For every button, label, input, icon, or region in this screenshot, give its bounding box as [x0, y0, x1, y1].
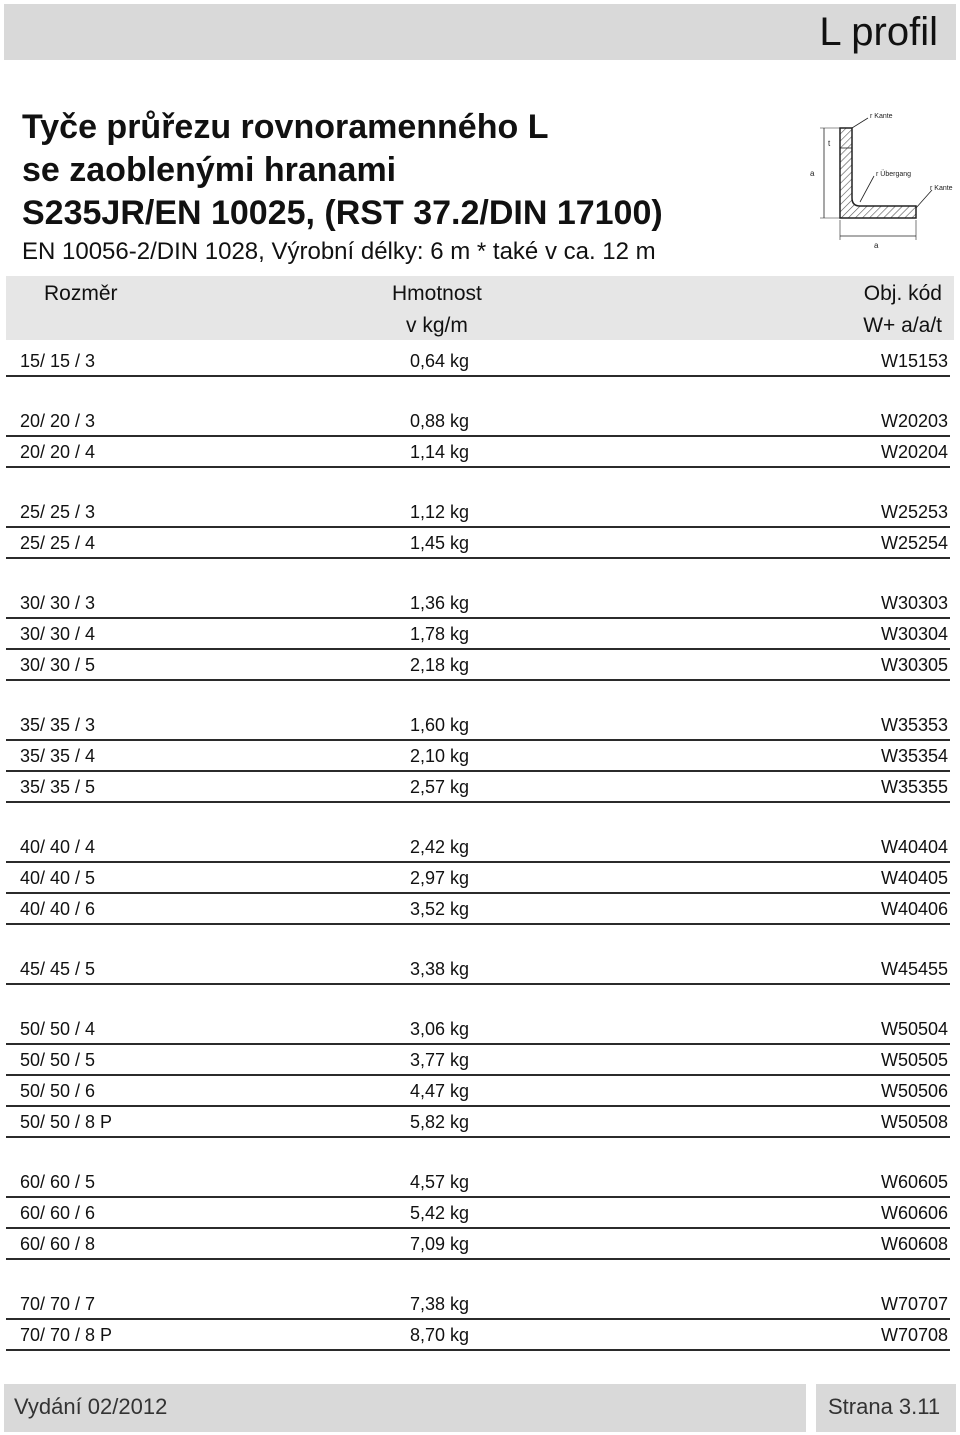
cell-dimension: 40/ 40 / 6 — [20, 899, 96, 919]
table-row — [6, 346, 950, 377]
title-line-2: se zaoblenými hranami — [22, 151, 397, 189]
cell-order-code: W20203 — [880, 411, 948, 431]
row-group — [0, 710, 960, 803]
group-spacer — [0, 681, 960, 710]
title-line-1: Tyče průřezu rovnoramenného L — [22, 108, 549, 146]
cell-weight: 2,97 kg — [410, 868, 470, 888]
column-header — [6, 276, 954, 340]
cell-order-code: W40404 — [880, 837, 948, 857]
cell-order-code: W50504 — [880, 1019, 948, 1039]
table-row — [6, 1320, 950, 1351]
cell-weight: 1,12 kg — [410, 502, 470, 522]
group-spacer — [0, 1260, 960, 1289]
table-row — [6, 1014, 950, 1045]
table-row — [6, 437, 950, 468]
cell-dimension: 20/ 20 / 3 — [20, 411, 96, 431]
cell-weight: 4,47 kg — [410, 1081, 470, 1101]
label-uebergang: r Übergang — [876, 171, 912, 178]
table-row — [6, 619, 950, 650]
cell-weight: 7,38 kg — [410, 1294, 470, 1314]
group-spacer — [0, 803, 960, 832]
cell-dimension: 20/ 20 / 4 — [20, 442, 96, 462]
row-group — [0, 1289, 960, 1351]
cell-weight: 8,70 kg — [410, 1325, 470, 1345]
table-row — [6, 863, 950, 894]
cell-weight: 5,42 kg — [410, 1203, 470, 1223]
label-kante: r Kante — [870, 113, 893, 120]
cell-weight: 1,60 kg — [410, 715, 470, 735]
table-row — [6, 588, 950, 619]
label-a-side: a — [810, 169, 815, 178]
row-group — [0, 406, 960, 468]
cell-order-code: W35355 — [880, 777, 948, 797]
table-row — [6, 1107, 950, 1138]
group-spacer — [0, 1138, 960, 1167]
cell-order-code: W60606 — [880, 1203, 948, 1223]
row-group — [0, 346, 960, 377]
group-spacer — [0, 985, 960, 1014]
cell-dimension: 70/ 70 / 7 — [20, 1294, 96, 1314]
col-code-header-2: W+ a/a/t — [863, 314, 942, 337]
cell-order-code: W70707 — [880, 1294, 948, 1314]
table-row — [6, 741, 950, 772]
cell-dimension: 30/ 30 / 4 — [20, 624, 96, 644]
profile-table — [0, 346, 960, 1351]
title-block — [22, 106, 782, 268]
cell-dimension: 30/ 30 / 3 — [20, 593, 96, 613]
subtitle: EN 10056-2/DIN 1028, Výrobní délky: 6 m * také v ca. 12 m — [22, 238, 656, 265]
cell-weight: 3,52 kg — [410, 899, 470, 919]
cell-order-code: W15153 — [880, 351, 948, 371]
cell-order-code: W25254 — [880, 533, 948, 553]
row-group — [0, 497, 960, 559]
cell-order-code: W30305 — [880, 655, 948, 675]
cell-dimension: 50/ 50 / 4 — [20, 1019, 96, 1039]
cell-weight: 3,38 kg — [410, 959, 470, 979]
cell-weight: 0,88 kg — [410, 411, 470, 431]
group-spacer — [0, 377, 960, 406]
col-code-header-1: Obj. kód — [863, 282, 942, 305]
cell-dimension: 60/ 60 / 8 — [20, 1234, 96, 1254]
cell-weight: 3,06 kg — [410, 1019, 470, 1039]
cell-weight: 1,36 kg — [410, 593, 470, 613]
cell-order-code: W45455 — [880, 959, 948, 979]
table-row — [6, 710, 950, 741]
table-row — [6, 1229, 950, 1260]
cell-order-code: W70708 — [880, 1325, 948, 1345]
footer-edition: Vydání 02/2012 — [14, 1394, 168, 1419]
cell-weight: 2,42 kg — [410, 837, 470, 857]
cell-weight: 5,82 kg — [410, 1112, 470, 1132]
row-group — [0, 954, 960, 985]
cell-dimension: 50/ 50 / 8 P — [20, 1112, 113, 1132]
row-group — [0, 1167, 960, 1260]
cell-weight: 1,14 kg — [410, 442, 470, 462]
cell-order-code: W50505 — [880, 1050, 948, 1070]
table-row — [6, 650, 950, 681]
cell-dimension: 60/ 60 / 6 — [20, 1203, 96, 1223]
label-a-bottom: a — [874, 241, 879, 250]
cell-order-code: W35354 — [880, 746, 948, 766]
col-weight-header-1: Hmotnost — [392, 282, 482, 305]
table-row — [6, 497, 950, 528]
cell-dimension: 15/ 15 / 3 — [20, 351, 96, 371]
label-t: t — [828, 139, 831, 148]
page-badge: L profil — [819, 10, 938, 54]
cell-dimension: 50/ 50 / 6 — [20, 1081, 96, 1101]
cell-order-code: W60608 — [880, 1234, 948, 1254]
table-row — [6, 832, 950, 863]
cell-order-code: W20204 — [880, 442, 948, 462]
cell-weight: 2,57 kg — [410, 777, 470, 797]
cell-weight: 0,64 kg — [410, 351, 470, 371]
group-spacer — [0, 559, 960, 588]
cell-weight: 2,10 kg — [410, 746, 470, 766]
cell-dimension: 70/ 70 / 8 P — [20, 1325, 113, 1345]
cell-dimension: 30/ 30 / 5 — [20, 655, 96, 675]
cell-weight: 1,45 kg — [410, 533, 470, 553]
table-row — [6, 1076, 950, 1107]
cell-order-code: W40406 — [880, 899, 948, 919]
cell-dimension: 35/ 35 / 3 — [20, 715, 96, 735]
table-row — [6, 1289, 950, 1320]
label-kante-2: r Kante — [930, 185, 953, 192]
footer-page-band — [816, 1384, 956, 1432]
row-group — [0, 1014, 960, 1138]
table-row — [6, 1198, 950, 1229]
l-profile-diagram — [788, 108, 954, 256]
table-row — [6, 406, 950, 437]
cell-order-code: W30303 — [880, 593, 948, 613]
cell-dimension: 45/ 45 / 5 — [20, 959, 96, 979]
cell-weight: 7,09 kg — [410, 1234, 470, 1254]
cell-dimension: 40/ 40 / 5 — [20, 868, 96, 888]
cell-order-code: W60605 — [880, 1172, 948, 1192]
cell-order-code: W40405 — [880, 868, 948, 888]
cell-dimension: 40/ 40 / 4 — [20, 837, 96, 857]
cell-weight: 3,77 kg — [410, 1050, 470, 1070]
col-weight-header-2: v kg/m — [406, 314, 468, 337]
table-row — [6, 1045, 950, 1076]
row-group — [0, 832, 960, 925]
cell-weight: 2,18 kg — [410, 655, 470, 675]
cell-order-code: W30304 — [880, 624, 948, 644]
cell-dimension: 60/ 60 / 5 — [20, 1172, 96, 1192]
cell-dimension: 35/ 35 / 4 — [20, 746, 96, 766]
cell-order-code: W35353 — [880, 715, 948, 735]
group-spacer — [0, 925, 960, 954]
cell-order-code: W25253 — [880, 502, 948, 522]
footer-page: Strana 3.11 — [828, 1394, 941, 1419]
header-band — [4, 4, 956, 60]
cell-dimension: 50/ 50 / 5 — [20, 1050, 96, 1070]
cell-order-code: W50506 — [880, 1081, 948, 1101]
title-line-3: S235JR/EN 10025, (RST 37.2/DIN 17100) — [22, 194, 663, 232]
cell-order-code: W50508 — [880, 1112, 948, 1132]
row-group — [0, 588, 960, 681]
col-dim-header: Rozměr — [44, 282, 118, 305]
cell-weight: 4,57 kg — [410, 1172, 470, 1192]
table-row — [6, 772, 950, 803]
cell-dimension: 35/ 35 / 5 — [20, 777, 96, 797]
cell-dimension: 25/ 25 / 4 — [20, 533, 96, 553]
table-row — [6, 528, 950, 559]
table-row — [6, 1167, 950, 1198]
cell-dimension: 25/ 25 / 3 — [20, 502, 96, 522]
table-row — [6, 894, 950, 925]
cell-weight: 1,78 kg — [410, 624, 470, 644]
group-spacer — [0, 468, 960, 497]
table-row — [6, 954, 950, 985]
footer-edition-band — [4, 1384, 806, 1432]
